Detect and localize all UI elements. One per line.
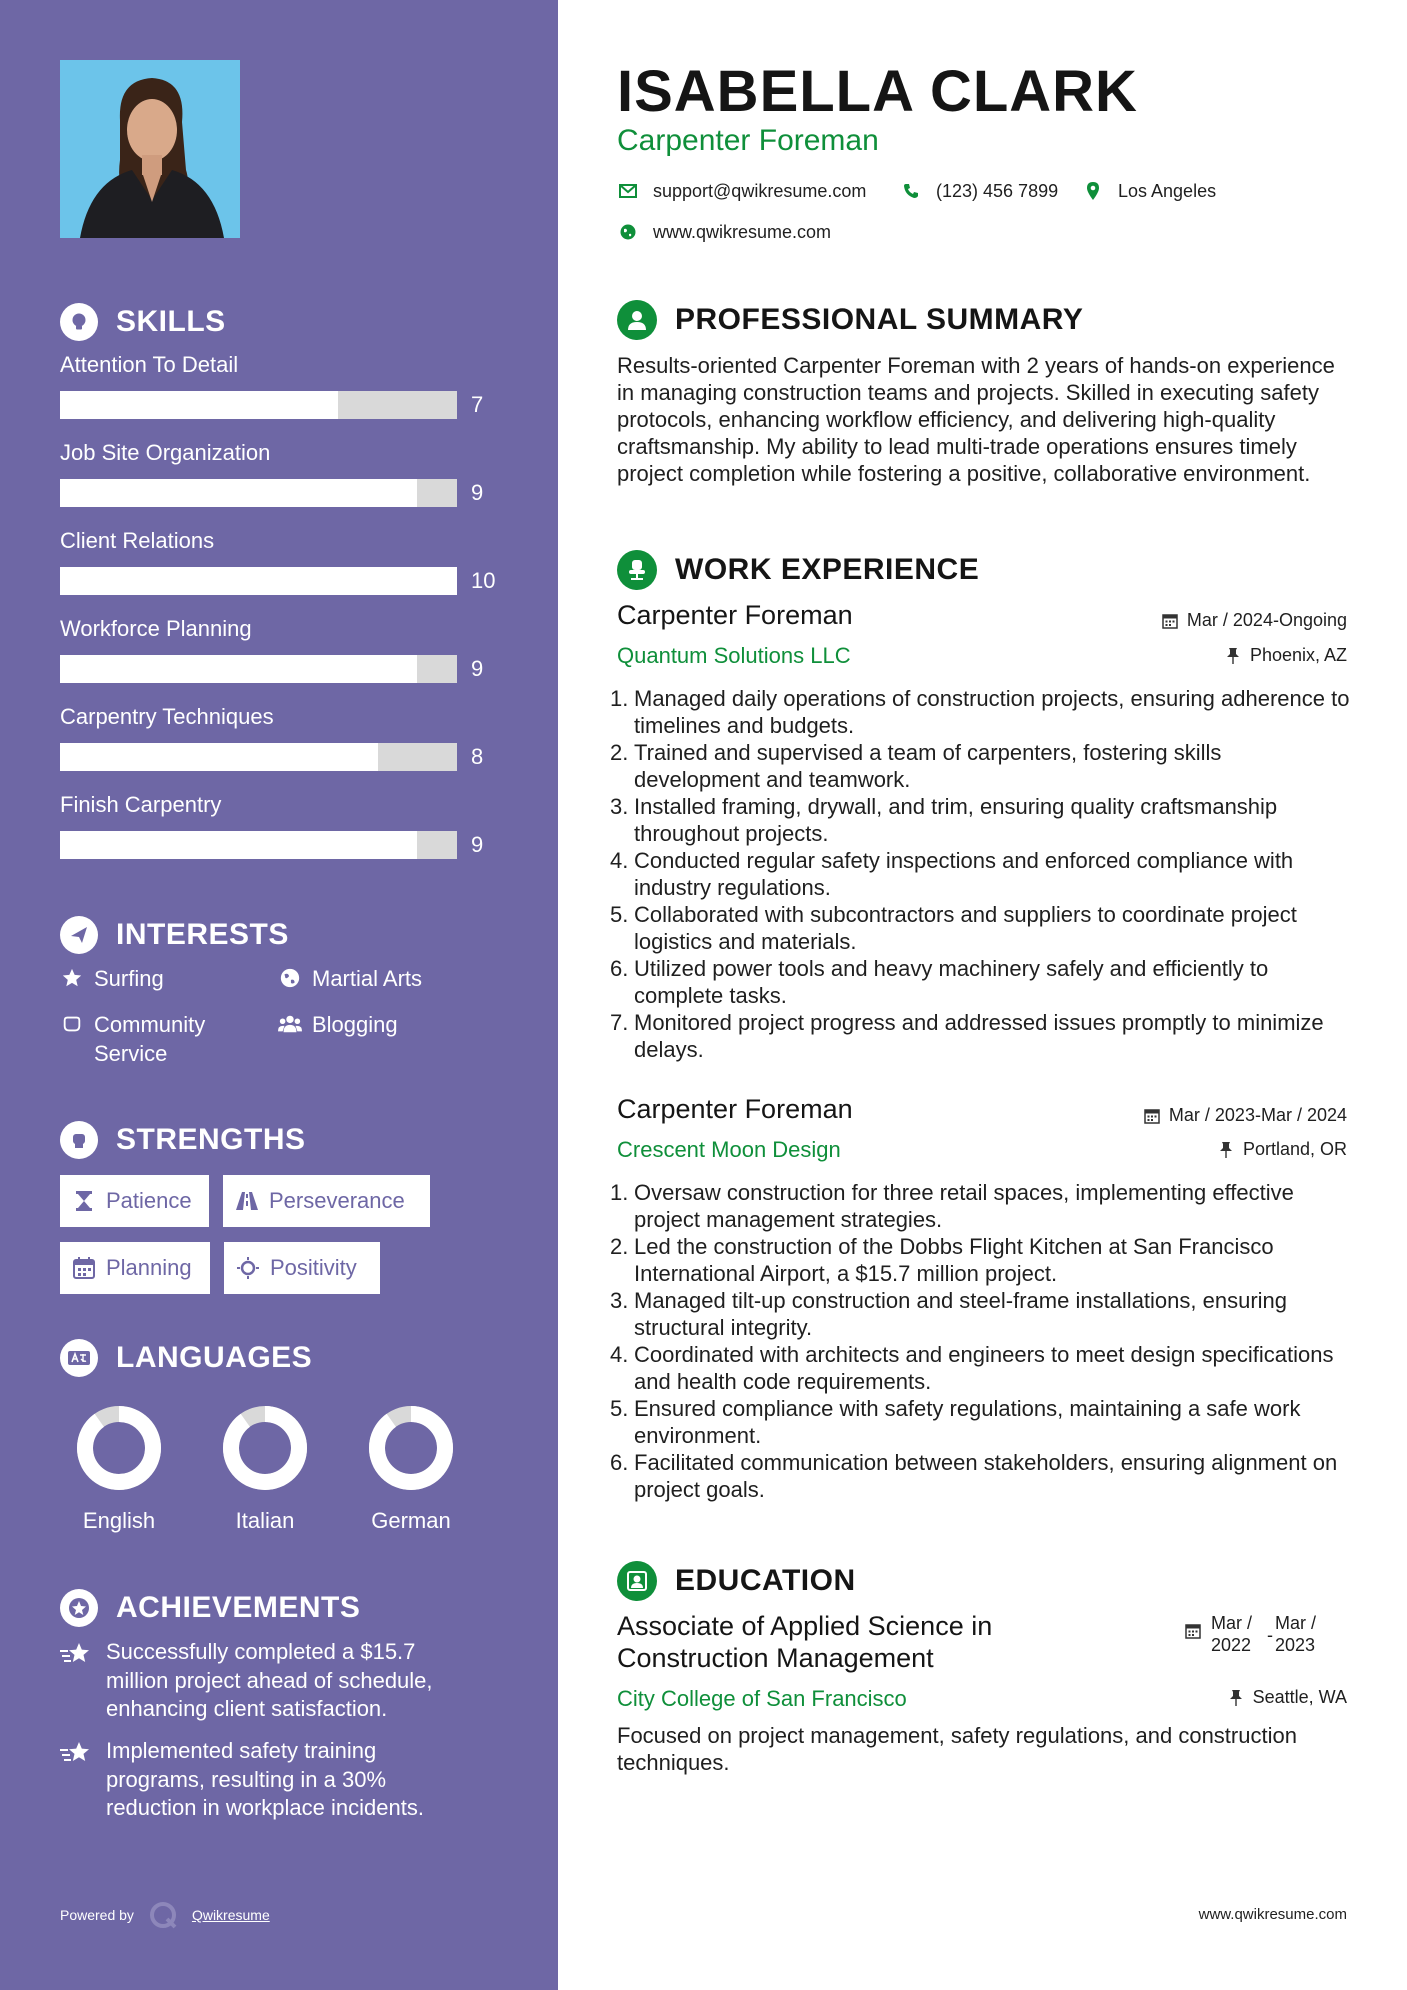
job-duty-text: Managed daily operations of construction projects, ensuring adherence to timelines and budgets. xyxy=(634,686,1350,738)
calendar-icon xyxy=(1185,1622,1203,1640)
skill-bar xyxy=(60,479,457,507)
job-duty xyxy=(610,685,1350,739)
skill-label: Finish Carpentry xyxy=(60,792,222,817)
job-duties-list xyxy=(610,685,1350,1063)
shooting-star-icon xyxy=(60,1739,92,1767)
achievement-text: Successfully completed a $15.7 million project ahead of schedule, enhancing client satisfaction. xyxy=(106,1639,433,1721)
job-company: Quantum Solutions LLC xyxy=(617,643,851,668)
hand-icon xyxy=(60,1010,84,1038)
pushpin-icon xyxy=(1224,647,1242,665)
paper-plane-icon xyxy=(60,916,98,954)
job-dates-text: Mar / 2023-Mar / 2024 xyxy=(1168,1105,1347,1125)
location-text: Los Angeles xyxy=(1118,180,1217,201)
job-duty xyxy=(610,793,1350,847)
strength-patience xyxy=(60,1175,209,1227)
achievement-item xyxy=(60,1638,480,1724)
skill-label: Workforce Planning xyxy=(60,616,252,641)
job-company: Crescent Moon Design xyxy=(617,1137,841,1162)
skill-bar xyxy=(60,743,457,771)
job-duty-number: 7. xyxy=(610,1010,629,1035)
job-duty xyxy=(610,1179,1350,1233)
skill-bar-fill xyxy=(60,567,457,595)
language-label-italian: Italian xyxy=(235,1508,295,1533)
job-location xyxy=(1217,1139,1347,1160)
footer-url[interactable]: www.qwikresume.com xyxy=(1198,1906,1347,1923)
job-dates xyxy=(1143,1105,1347,1126)
job-duty-text: Trained and supervised a team of carpenters, fostering skills development and teamwork. xyxy=(634,740,1222,792)
candidate-title: Carpenter Foreman xyxy=(617,124,879,157)
strength-planning xyxy=(60,1242,210,1294)
strengths-heading-text: STRENGTHS xyxy=(116,1123,306,1156)
job-duty-text: Managed tilt-up construction and steel-frame installations, ensuring structural integrity. xyxy=(634,1288,1288,1340)
skill-bar-fill xyxy=(60,391,338,419)
job-duty-number: 5. xyxy=(610,902,629,927)
job-duty xyxy=(610,739,1350,793)
language-ring-fill xyxy=(231,1414,299,1482)
skill-label: Carpentry Techniques xyxy=(60,704,274,729)
job-duty xyxy=(610,901,1350,955)
globe-icon xyxy=(617,221,639,243)
interest-community-service xyxy=(60,1010,230,1068)
phone-icon xyxy=(900,180,922,202)
job-duty-number: 2. xyxy=(610,740,629,765)
job-duty xyxy=(610,1395,1350,1449)
profile-photo xyxy=(60,60,240,238)
skill-value: 8 xyxy=(471,744,484,769)
language-ring-fill xyxy=(85,1414,153,1482)
job-duty-text: Installed framing, drywall, and trim, ensuring quality craftsmanship throughout projects. xyxy=(634,794,1278,846)
lightbulb-icon xyxy=(60,303,98,341)
job-location xyxy=(1224,645,1347,666)
job-duty-text: Facilitated communication between stakeholders, ensuring alignment on project goals. xyxy=(634,1450,1338,1502)
job-duty-number: 3. xyxy=(610,1288,629,1313)
skill-value: 9 xyxy=(471,480,484,505)
pushpin-icon xyxy=(1227,1689,1245,1707)
sidebar xyxy=(0,0,558,1990)
shooting-star-icon xyxy=(60,1640,92,1668)
education-dates xyxy=(1185,1612,1321,1656)
job-duty-text: Ensured compliance with safety regulations, maintaining a safe work environment. xyxy=(634,1396,1301,1448)
skills-heading-text: SKILLS xyxy=(116,305,226,338)
education-start: Mar / 2022 xyxy=(1211,1613,1253,1655)
education-dash: - xyxy=(1267,1625,1273,1645)
qwikresume-link[interactable]: Qwikresume xyxy=(191,1907,270,1923)
job-duty xyxy=(610,1449,1350,1503)
education-location-text: Seattle, WA xyxy=(1252,1687,1347,1707)
interest-label: Martial Arts xyxy=(312,966,423,991)
user-icon xyxy=(617,300,657,340)
calendar-icon xyxy=(72,1256,96,1280)
office-chair-icon xyxy=(617,550,657,590)
job-duties-list xyxy=(610,1179,1350,1503)
job-duty-number: 1. xyxy=(610,686,629,711)
job-role: Carpenter Foreman xyxy=(617,600,853,630)
strength-label: Perseverance xyxy=(269,1188,405,1213)
interests-heading xyxy=(60,915,289,955)
interest-label: Surfing xyxy=(94,966,164,991)
achievements-heading xyxy=(60,1588,360,1628)
job-duty-text: Collaborated with subcontractors and suppliers to coordinate project logistics and materials. xyxy=(634,902,1297,954)
job-role: Carpenter Foreman xyxy=(617,1094,853,1124)
skill-bar-fill xyxy=(60,479,417,507)
strength-label: Positivity xyxy=(270,1255,357,1280)
job-location-text: Phoenix, AZ xyxy=(1249,645,1347,665)
powered-by xyxy=(60,1900,270,1930)
users-icon xyxy=(278,1010,302,1038)
job-dates-text: Mar / 2024-Ongoing xyxy=(1186,610,1347,630)
language-ring-fill xyxy=(377,1414,445,1482)
powered-by-label: Powered by xyxy=(60,1907,134,1923)
languages-heading xyxy=(60,1338,312,1378)
skill-bar xyxy=(60,655,457,683)
contact-phone[interactable] xyxy=(900,180,1058,202)
pushpin-icon xyxy=(1217,1141,1235,1159)
skill-label: Attention To Detail xyxy=(60,352,239,377)
calendar-icon xyxy=(1161,612,1179,630)
qwikresume-logo-icon xyxy=(148,1900,178,1930)
education-end: Mar / 2023 xyxy=(1275,1613,1317,1655)
summary-heading-text: PROFESSIONAL SUMMARY xyxy=(675,303,1084,336)
strength-label: Planning xyxy=(106,1255,192,1280)
language-label-english: English xyxy=(82,1508,156,1533)
skill-bar xyxy=(60,391,457,419)
job-duty xyxy=(610,847,1350,901)
job-dates xyxy=(1161,610,1347,631)
strengths-heading xyxy=(60,1120,306,1160)
job-duty-text: Utilized power tools and heavy machinery safely and efficiently to complete tasks. xyxy=(634,956,1269,1008)
star-icon xyxy=(60,964,84,992)
calendar-icon xyxy=(1143,1107,1161,1125)
job-duty-text: Coordinated with architects and engineers to meet design specifications and health code requirements. xyxy=(634,1342,1334,1394)
skill-value: 10 xyxy=(471,568,496,593)
interest-surfing xyxy=(60,964,164,993)
job-duty-number: 3. xyxy=(610,794,629,819)
summary-text: Results-oriented Carpenter Foreman with 2 years of hands-on experience in managing construction teams and projects. Skilled in executing safety protocols, enhancing workflow efficiency, and delivering high-quality craftsmanship. My ability to lead multi-trade operations ensures timely project completion while fostering a positive, collaborative environment. xyxy=(617,353,1335,486)
strength-positivity xyxy=(224,1242,380,1294)
interest-label: Blogging xyxy=(312,1012,398,1037)
job-duty-text: Oversaw construction for three retail spaces, implementing effective project management strategies. xyxy=(634,1180,1294,1232)
skills-heading xyxy=(60,302,226,342)
job-duty-number: 5. xyxy=(610,1396,629,1421)
job-duty xyxy=(610,955,1350,1009)
strength-label: Patience xyxy=(106,1188,192,1213)
skill-value: 9 xyxy=(471,656,484,681)
road-icon xyxy=(235,1189,259,1213)
job-duty-number: 1. xyxy=(610,1180,629,1205)
candidate-name: ISABELLA CLARK xyxy=(617,59,1138,124)
email-text: support@qwikresume.com xyxy=(653,180,867,201)
translate-icon xyxy=(60,1339,98,1377)
interest-blogging xyxy=(278,1010,398,1039)
interests-heading-text: INTERESTS xyxy=(116,918,289,951)
skill-bar xyxy=(60,567,457,595)
envelope-icon xyxy=(617,180,639,202)
job-duty xyxy=(610,1341,1350,1395)
phone-text: (123) 456 7899 xyxy=(936,180,1059,201)
languages-heading-text: LANGUAGES xyxy=(116,1341,313,1374)
strength-perseverance xyxy=(223,1175,430,1227)
education-heading-text: EDUCATION xyxy=(675,1564,856,1597)
job-duty-text: Led the construction of the Dobbs Flight Kitchen at San Francisco International Airport, a $15.7 million project. xyxy=(634,1234,1274,1286)
language-label-german: German xyxy=(371,1508,451,1533)
job-duty-text: Monitored project progress and addressed issues promptly to minimize delays. xyxy=(634,1010,1324,1062)
contact-email[interactable] xyxy=(617,180,866,202)
skill-label: Job Site Organization xyxy=(60,440,271,465)
skill-bar-fill xyxy=(60,655,417,683)
summary-heading xyxy=(617,300,1083,340)
sun-icon xyxy=(236,1256,260,1280)
job-duty xyxy=(610,1233,1350,1287)
education-heading xyxy=(617,1561,856,1601)
fist-icon xyxy=(60,1121,98,1159)
hourglass-icon xyxy=(72,1189,96,1213)
contact-website[interactable] xyxy=(617,221,831,243)
experience-heading xyxy=(617,550,979,590)
skill-label: Client Relations xyxy=(60,528,215,553)
job-duty-number: 6. xyxy=(610,956,629,981)
map-pin-icon xyxy=(1082,180,1104,202)
globe-icon xyxy=(278,964,302,992)
skill-bar xyxy=(60,831,457,859)
skill-bar-fill xyxy=(60,831,417,859)
job-duty xyxy=(610,1009,1350,1063)
achievement-item xyxy=(60,1737,480,1823)
job-duty-number: 2. xyxy=(610,1234,629,1259)
skill-value: 9 xyxy=(471,832,484,857)
skill-bar-fill xyxy=(60,743,378,771)
experience-heading-text: WORK EXPERIENCE xyxy=(675,553,980,586)
achievements-heading-text: ACHIEVEMENTS xyxy=(116,1591,361,1624)
interest-martial-arts xyxy=(278,964,422,993)
job-duty-number: 4. xyxy=(610,1342,629,1367)
job-duty-text: Conducted regular safety inspections and enforced compliance with industry regulations. xyxy=(634,848,1294,900)
job-duty xyxy=(610,1287,1350,1341)
graduate-icon xyxy=(617,1561,657,1601)
job-location-text: Portland, OR xyxy=(1242,1139,1347,1159)
interest-label: Community Service xyxy=(94,1012,206,1066)
achievement-text: Implemented safety training programs, resulting in a 30% reduction in workplace incidents. xyxy=(106,1738,424,1820)
job-duty-number: 4. xyxy=(610,848,629,873)
award-star-icon xyxy=(60,1589,98,1627)
education-description: Focused on project management, safety regulations, and construction techniques. xyxy=(617,1723,1297,1775)
education-location xyxy=(1227,1687,1347,1708)
education-degree: Associate of Applied Science in Construction Management xyxy=(617,1611,993,1673)
job-duty-number: 6. xyxy=(610,1450,629,1475)
education-school: City College of San Francisco xyxy=(617,1686,907,1711)
contact-location xyxy=(1082,180,1216,202)
website-text: www.qwikresume.com xyxy=(653,221,832,242)
language-rings xyxy=(0,1396,558,1506)
skill-value: 7 xyxy=(471,392,484,417)
